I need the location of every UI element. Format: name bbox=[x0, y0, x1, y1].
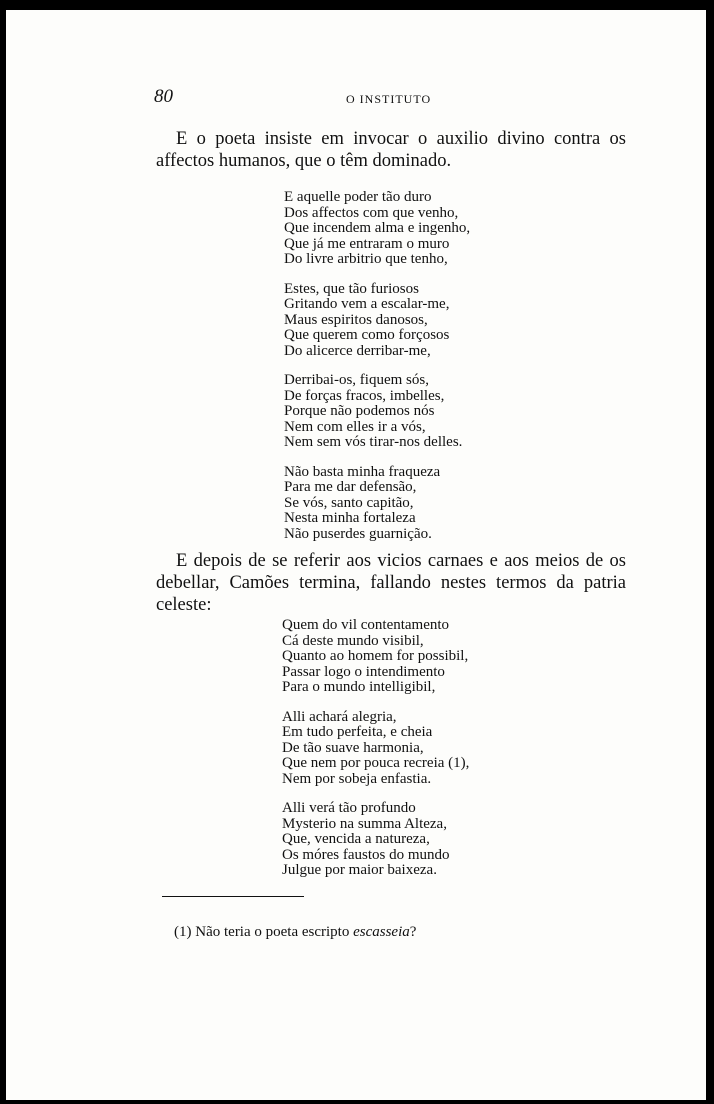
verse-line: Quanto ao homem for possibil, bbox=[282, 648, 469, 664]
verse-line: Para me dar defensão, bbox=[284, 479, 417, 495]
footnote-marker: (1) bbox=[174, 924, 192, 940]
verse-line: Cá deste mundo visibil, bbox=[282, 632, 424, 649]
verse-line: Passar logo o intendimento bbox=[282, 663, 445, 680]
stanza bbox=[282, 801, 469, 879]
verse-line: Em tudo perfeita, e cheia bbox=[282, 724, 433, 740]
stanza bbox=[282, 710, 469, 788]
paragraph-intro bbox=[156, 128, 626, 172]
verse-line: Dos affectos com que venho, bbox=[284, 204, 459, 221]
verse-line: Nem por sobeja enfastia. bbox=[282, 770, 432, 787]
verse-line: Nem sem vós tirar-nos delles. bbox=[284, 434, 463, 450]
verse-line: Derribai-os, fiquem sós, bbox=[284, 372, 429, 388]
verse-line: Que, vencida a natureza, bbox=[282, 831, 430, 847]
verse-line: Maus espiritos danosos, bbox=[284, 311, 428, 328]
poem-first bbox=[284, 190, 470, 556]
stanza bbox=[284, 465, 470, 543]
verse-line: Que incendem alma e ingenho, bbox=[284, 220, 471, 236]
verse-line: De tão suave harmonia, bbox=[282, 739, 424, 756]
verse-line: Alli verá tão profundo bbox=[282, 800, 416, 816]
verse-line: Se vós, santo capitão, bbox=[284, 494, 414, 511]
verse-line: De forças fracos, imbelles, bbox=[284, 387, 445, 404]
paragraph-text: E o poeta insiste em invocar o auxilio divino contra os affectos humanos, que o têm dominado. bbox=[156, 129, 626, 171]
verse-line: Que nem por pouca recreia (1), bbox=[282, 755, 470, 771]
verse-line: Mysterio na summa Alteza, bbox=[282, 815, 447, 832]
verse-line: E aquelle poder tão duro bbox=[284, 189, 432, 205]
verse-line: Para o mundo intelligibil, bbox=[282, 679, 436, 695]
stanza bbox=[284, 282, 470, 360]
verse-line: Estes, que tão furiosos bbox=[284, 280, 419, 297]
verse-line: Nem com elles ir a vós, bbox=[284, 418, 426, 435]
footnote-divider bbox=[162, 896, 304, 897]
verse-line: Não basta minha fraqueza bbox=[284, 463, 441, 480]
verse-line: Alli achará alegria, bbox=[282, 708, 397, 725]
stanza bbox=[282, 618, 469, 696]
footnote bbox=[174, 924, 416, 941]
poem-second bbox=[282, 618, 469, 893]
page-number: 80 bbox=[154, 86, 173, 107]
verse-line: Gritando vem a escalar-me, bbox=[284, 296, 450, 312]
verse-line: Quem do vil contentamento bbox=[282, 617, 450, 633]
footnote-emphasis: escasseia bbox=[353, 924, 410, 940]
verse-line: Que querem como forçosos bbox=[284, 327, 450, 343]
footnote-text: Não teria o poeta escripto bbox=[195, 924, 350, 940]
stanza bbox=[284, 190, 470, 268]
book-page bbox=[6, 10, 706, 1100]
verse-line: Do livre arbitrio que tenho, bbox=[284, 251, 448, 267]
verse-line: Os móres faustos do mundo bbox=[282, 846, 450, 863]
stanza bbox=[284, 373, 470, 451]
page-header bbox=[6, 86, 706, 110]
verse-line: Nesta minha fortaleza bbox=[284, 510, 416, 526]
paragraph-text: E depois de se referir aos vicios carnaes e aos meios de os debellar, Camões termina, fallando nestes termos da patria celeste: bbox=[156, 551, 626, 615]
verse-line: Do alicerce derribar-me, bbox=[284, 342, 431, 359]
running-head: O INSTITUTO bbox=[346, 92, 432, 106]
verse-line: Que já me entraram o muro bbox=[284, 235, 450, 252]
verse-line: Julgue por maior baixeza. bbox=[282, 862, 437, 878]
paragraph-transition bbox=[156, 550, 626, 616]
verse-line: Não puserdes guarnição. bbox=[284, 525, 432, 542]
verse-line: Porque não podemos nós bbox=[284, 403, 435, 419]
footnote-question-mark: ? bbox=[409, 924, 417, 940]
